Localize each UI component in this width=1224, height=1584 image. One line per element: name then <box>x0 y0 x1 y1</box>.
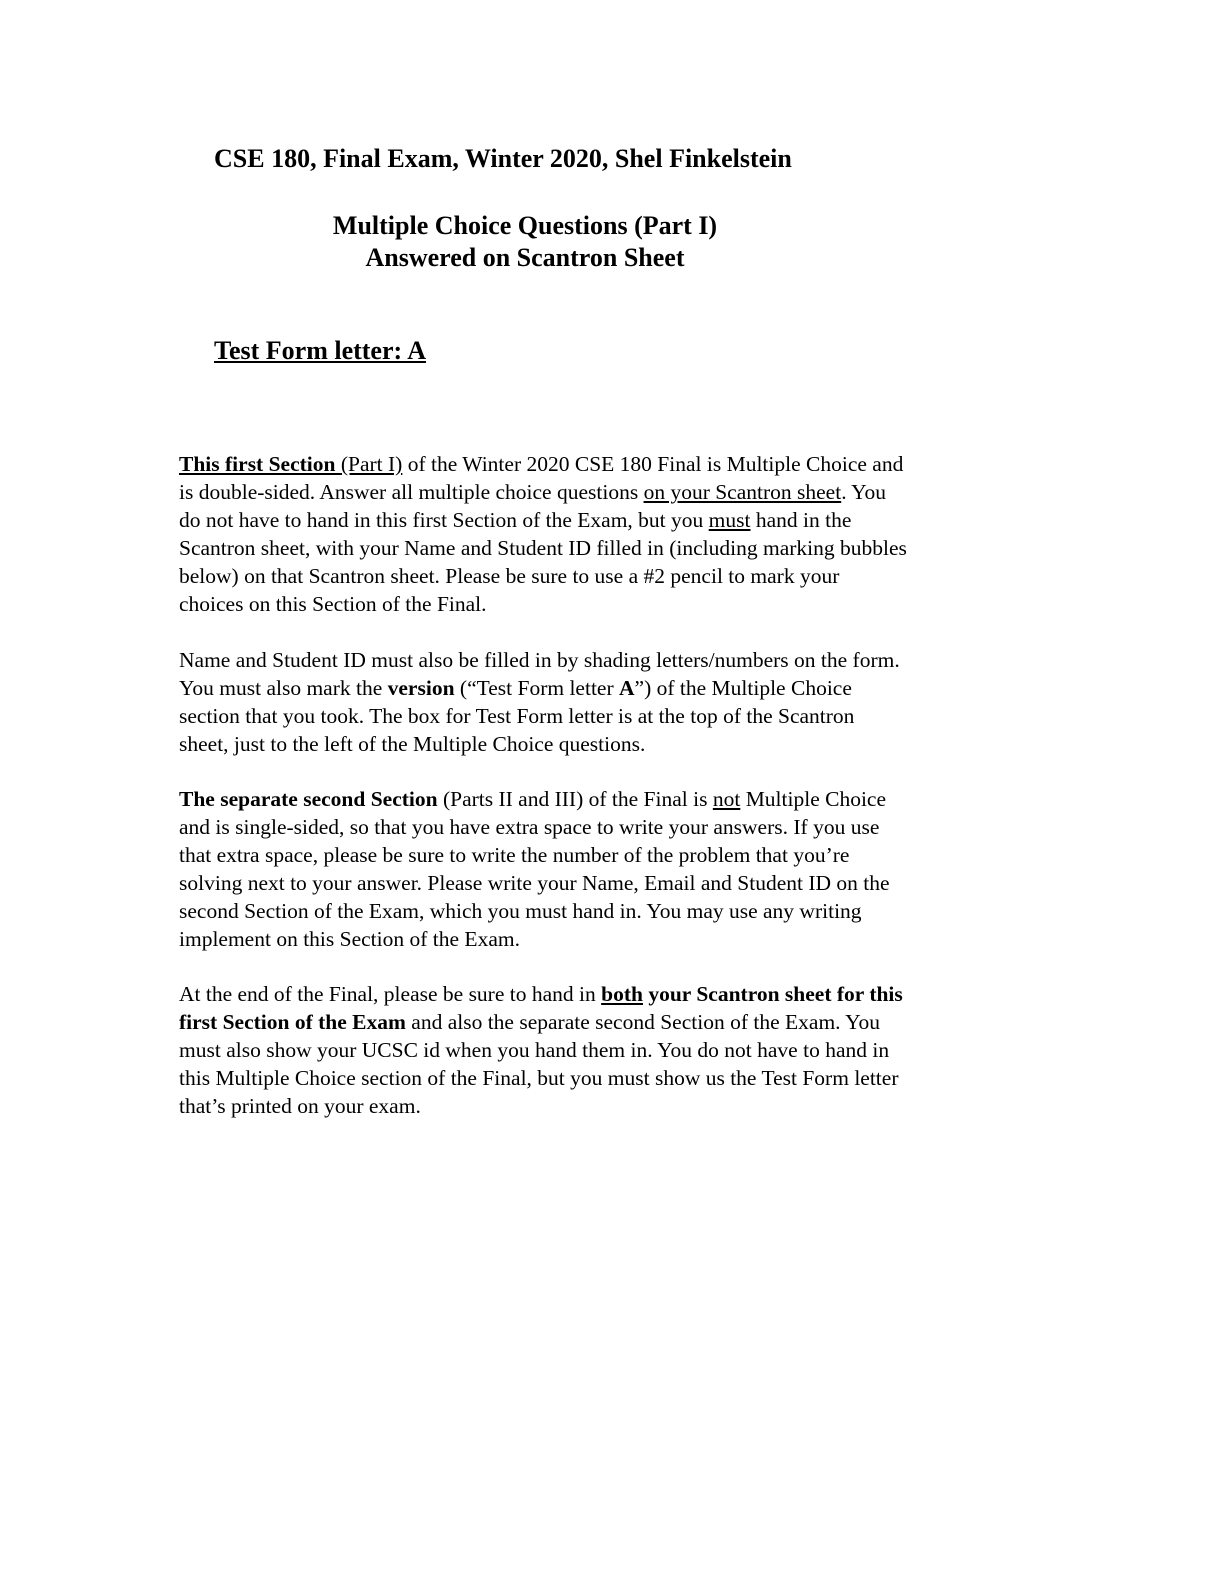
text-span: and also the separate second Section of the Exam. You <box>405 1010 880 1034</box>
text-line: must also show your UCSC id when you hand them in. You do not have to hand in <box>179 1038 890 1062</box>
emphasis-first-section: This first Section <box>179 452 336 476</box>
text-line <box>179 478 1059 506</box>
emphasis-part-one: (Part I) <box>340 452 403 476</box>
text-line: below) on that Scantron sheet. Please be sure to use a #2 pencil to mark your <box>179 564 840 588</box>
text-line: Name and Student ID must also be filled in by shading letters/numbers on the form. <box>179 648 900 672</box>
emphasis-scantron-sheet: on your Scantron sheet <box>643 480 842 504</box>
text-line: second Section of the Exam, which you must hand in. You may use any writing <box>179 899 862 923</box>
emphasis-first-section-exam: first Section of the Exam <box>179 1010 406 1034</box>
text-span: hand in the <box>750 508 852 532</box>
text-span: You must also mark the <box>179 676 388 700</box>
text-span: ”) of the Multiple Choice <box>634 676 852 700</box>
text-line <box>179 785 1059 813</box>
text-line: section that you took. The box for Test Form letter is at the top of the Scantron <box>179 704 855 728</box>
emphasis-not: not <box>712 787 741 811</box>
text-line <box>179 1008 1059 1036</box>
text-line: solving next to your answer. Please write your Name, Email and Student ID on the <box>179 871 890 895</box>
emphasis-both: both <box>601 982 643 1006</box>
text-span: (Parts II and III) of the Final is <box>437 787 713 811</box>
paragraph-end-of-final <box>179 980 1059 1120</box>
emphasis-form-letter: A <box>619 676 635 700</box>
test-form-letter: Test Form letter: A <box>214 336 427 365</box>
text-span: . You <box>841 480 887 504</box>
text-line <box>179 450 1059 478</box>
text-span: (“Test Form letter <box>454 676 620 700</box>
answer-instruction-subtitle: Answered on Scantron Sheet <box>365 243 685 272</box>
text-span: At the end of the Final, please be sure to hand in <box>179 982 602 1006</box>
text-span: of the Winter 2020 CSE 180 Final is Multiple Choice and <box>402 452 904 476</box>
text-line: that’s printed on your exam. <box>179 1094 421 1118</box>
text-line: Scantron sheet, with your Name and Student ID filled in (including marking bubbles <box>179 536 907 560</box>
emphasis-second-section: The separate second Section <box>179 787 438 811</box>
text-line <box>179 674 1059 702</box>
text-line: implement on this Section of the Exam. <box>179 927 520 951</box>
emphasis-must: must <box>708 508 751 532</box>
text-line: that extra space, please be sure to write the number of the problem that you’re <box>179 843 850 867</box>
text-line: sheet, just to the left of the Multiple Choice questions. <box>179 732 646 756</box>
text-span: Multiple Choice <box>740 787 887 811</box>
text-line: this Multiple Choice section of the Final, but you must show us the Test Form letter <box>179 1066 899 1090</box>
emphasis-version: version <box>387 676 455 700</box>
paragraph-second-section <box>179 785 1059 953</box>
paragraph-name-and-id <box>179 646 1059 758</box>
exam-title: CSE 180, Final Exam, Winter 2020, Shel Finkelstein <box>214 144 792 173</box>
section-subtitle: Multiple Choice Questions (Part I) <box>332 211 718 240</box>
paragraph-part-one <box>179 450 1059 618</box>
text-span: is double-sided. Answer all multiple choice questions <box>179 480 644 504</box>
text-line: choices on this Section of the Final. <box>179 592 487 616</box>
text-line: and is single-sided, so that you have extra space to write your answers. If you use <box>179 815 880 839</box>
text-span: do not have to hand in this first Section of the Exam, but you <box>179 508 709 532</box>
text-line <box>179 506 1059 534</box>
text-line <box>179 980 1059 1008</box>
emphasis-scantron-for-this: your Scantron sheet for this <box>642 982 903 1006</box>
